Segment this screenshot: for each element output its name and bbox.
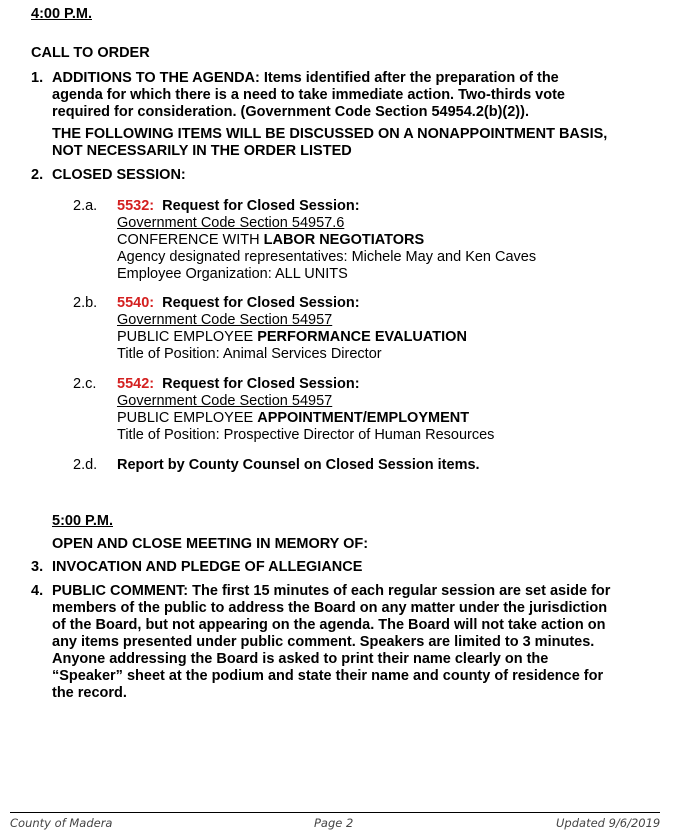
item-2-number: 2. bbox=[31, 167, 44, 183]
footer-updated-date: Updated 9/6/2019 bbox=[556, 816, 661, 830]
footer-page-number: Page 2 bbox=[314, 816, 354, 830]
footer-divider bbox=[10, 812, 660, 813]
session-type bbox=[117, 410, 637, 427]
detail-line: Employee Organization: ALL UNITS bbox=[117, 266, 348, 282]
item-1-text bbox=[52, 70, 637, 121]
item-4-line: of the Board, but not appearing on the agenda. The Board will not take action on bbox=[52, 617, 606, 633]
sub-item-label: 2.a. bbox=[73, 198, 98, 214]
item-1-line-text: required for consideration. (Government Code Section 54954.2(b)(2)). bbox=[52, 104, 529, 120]
closed-session-heading bbox=[117, 376, 637, 393]
time-heading-5pm: 5:00 P.M. bbox=[52, 513, 113, 529]
item-1-line: ADDITIONS TO THE AGENDA: Items identified after the preparation of the bbox=[52, 70, 559, 86]
session-type bbox=[117, 329, 637, 346]
item-3-number: 3. bbox=[31, 559, 44, 575]
heading-text: Request for Closed Session: bbox=[162, 376, 360, 392]
session-type-prefix: PUBLIC EMPLOYEE bbox=[117, 410, 258, 426]
item-1-note-line: THE FOLLOWING ITEMS WILL BE DISCUSSED ON A NONAPPOINTMENT BASIS, bbox=[52, 126, 608, 142]
closed-session-item bbox=[117, 376, 637, 444]
code-section-link: Government Code Section 54957 bbox=[117, 312, 333, 328]
item-4-number: 4. bbox=[31, 583, 44, 599]
session-type-bold: LABOR NEGOTIATORS bbox=[263, 232, 425, 248]
memory-heading: OPEN AND CLOSE MEETING IN MEMORY OF: bbox=[52, 536, 369, 552]
detail-line: Agency designated representatives: Michele May and Ken Caves bbox=[117, 249, 537, 265]
item-4-line: members of the public to address the Board on any matter under the jurisdiction bbox=[52, 600, 608, 616]
sub-item-label: 2.b. bbox=[73, 295, 98, 311]
detail-line: Title of Position: Prospective Director of Human Resources bbox=[117, 427, 495, 443]
detail-line: Title of Position: Animal Services Director bbox=[117, 346, 382, 362]
sub-item-label: 2.d. bbox=[73, 457, 98, 473]
footer-county: County of Madera bbox=[10, 816, 113, 830]
heading-text: Request for Closed Session: bbox=[162, 198, 360, 214]
code-section-link: Government Code Section 54957 bbox=[117, 393, 333, 409]
sub-item-label: 2.c. bbox=[73, 376, 97, 392]
call-to-order-heading: CALL TO ORDER bbox=[31, 45, 150, 61]
closed-session-heading bbox=[117, 198, 637, 215]
item-4-line: Anyone addressing the Board is asked to print their name clearly on the bbox=[52, 651, 549, 667]
item-1-number: 1. bbox=[31, 70, 44, 86]
code-section-link: Government Code Section 54957.6 bbox=[117, 215, 345, 231]
item-1-line bbox=[52, 104, 637, 121]
item-2-title: CLOSED SESSION: bbox=[52, 167, 186, 183]
item-4-text bbox=[52, 583, 652, 702]
heading-text: Request for Closed Session: bbox=[162, 295, 360, 311]
item-id: 5532: bbox=[117, 198, 155, 214]
item-4-line: any items presented under public comment. Speakers are limited to 3 minutes. bbox=[52, 634, 595, 650]
item-1-line: agenda for which there is a need to take immediate action. Two-thirds vote bbox=[52, 87, 565, 103]
item-4-line: PUBLIC COMMENT: The first 15 minutes of each regular session are set aside for bbox=[52, 583, 611, 599]
county-counsel-report: Report by County Counsel on Closed Session items. bbox=[117, 457, 480, 473]
session-type-bold: PERFORMANCE EVALUATION bbox=[257, 329, 467, 345]
closed-session-heading bbox=[117, 295, 637, 312]
item-1-note bbox=[52, 126, 637, 160]
item-3-text: INVOCATION AND PLEDGE OF ALLEGIANCE bbox=[52, 559, 363, 575]
session-type-prefix: PUBLIC EMPLOYEE bbox=[117, 329, 258, 345]
item-id: 5540: bbox=[117, 295, 155, 311]
closed-session-item bbox=[117, 198, 637, 283]
session-type-bold: APPOINTMENT/EMPLOYMENT bbox=[257, 410, 470, 426]
session-type bbox=[117, 232, 637, 249]
item-1-note-line: NOT NECESSARILY IN THE ORDER LISTED bbox=[52, 143, 352, 159]
item-4-line: “Speaker” sheet at the podium and state their name and county of residence for bbox=[52, 668, 604, 684]
time-heading-4pm: 4:00 P.M. bbox=[31, 6, 92, 22]
item-4-line: the record. bbox=[52, 685, 127, 701]
session-type-prefix: CONFERENCE WITH bbox=[117, 232, 264, 248]
item-id: 5542: bbox=[117, 376, 155, 392]
closed-session-item bbox=[117, 295, 637, 363]
